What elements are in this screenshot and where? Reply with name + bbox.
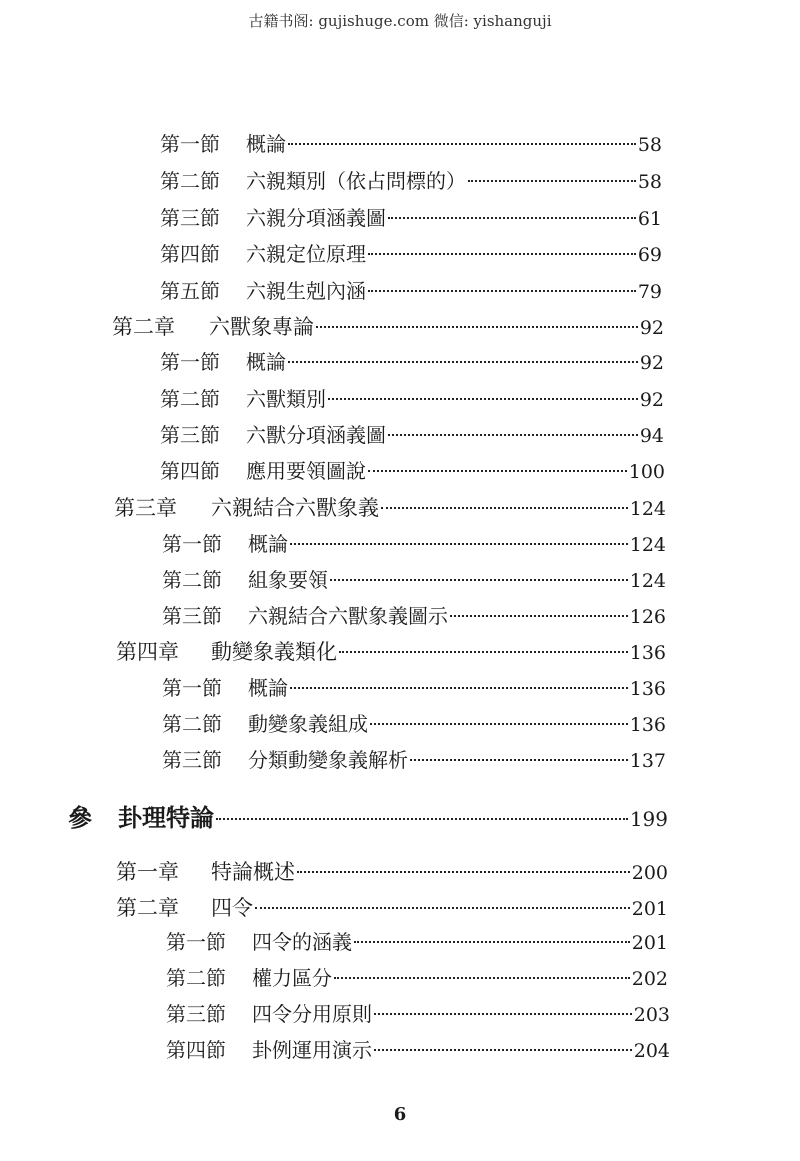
toc-entry[interactable] xyxy=(160,383,664,415)
toc-entry[interactable] xyxy=(166,1034,670,1066)
entry-title: 權力區分 xyxy=(252,966,332,990)
entry-label: 第二節 xyxy=(166,966,226,990)
dot-leader xyxy=(381,507,628,509)
toc-entry[interactable] xyxy=(160,238,662,270)
entry-title: 分類動變象義解析 xyxy=(248,748,408,772)
entry-page: 204 xyxy=(633,1040,670,1062)
entry-page: 58 xyxy=(637,171,662,193)
entry-label: 第三章 xyxy=(114,496,177,520)
dot-leader xyxy=(388,434,638,436)
entry-title: 六獸分項涵義圖 xyxy=(246,423,386,447)
entry-label: 第四節 xyxy=(160,459,220,483)
toc-entry[interactable] xyxy=(166,962,668,994)
entry-label: 參 xyxy=(68,804,92,832)
entry-page: 92 xyxy=(639,352,664,374)
page-number: 6 xyxy=(393,1104,407,1125)
toc-entry[interactable] xyxy=(162,528,666,560)
dot-leader xyxy=(368,470,627,472)
entry-title: 四令 xyxy=(211,896,253,920)
entry-title: 六親類別（依占問標的） xyxy=(246,169,466,193)
entry-title: 六親生剋內涵 xyxy=(246,279,366,303)
entry-page: 124 xyxy=(629,570,666,592)
entry-title: 應用要領圖說 xyxy=(246,459,366,483)
entry-title: 六獸類別 xyxy=(246,387,326,411)
dot-leader xyxy=(290,543,628,545)
entry-label: 第一節 xyxy=(162,676,222,700)
entry-title: 組象要領 xyxy=(248,568,328,592)
toc-entry[interactable] xyxy=(162,744,666,776)
dot-leader xyxy=(288,361,638,363)
entry-label: 第三節 xyxy=(160,206,220,230)
entry-label: 第一節 xyxy=(166,930,226,954)
entry-label: 第四章 xyxy=(116,640,179,664)
entry-title: 四令的涵義 xyxy=(252,930,352,954)
dot-leader xyxy=(374,1013,632,1015)
watermark-text: 古籍书阁: gujishuge.com 微信: yishanguji xyxy=(248,12,552,30)
dot-leader xyxy=(316,326,638,328)
entry-title: 六親定位原理 xyxy=(246,242,366,266)
entry-label: 第二章 xyxy=(112,315,175,339)
toc-chapter-entry[interactable] xyxy=(116,856,668,888)
entry-title: 六獸象專論 xyxy=(209,315,314,339)
toc-chapter-entry[interactable] xyxy=(112,311,664,343)
entry-title: 六親結合六獸象義 xyxy=(211,496,379,520)
entry-label: 第三節 xyxy=(162,748,222,772)
toc-chapter-entry[interactable] xyxy=(114,492,666,524)
toc-entry[interactable] xyxy=(166,926,668,958)
dot-leader xyxy=(216,818,628,820)
entry-page: 100 xyxy=(628,461,665,483)
entry-page: 136 xyxy=(629,714,666,736)
entry-label: 第二節 xyxy=(162,568,222,592)
entry-page: 126 xyxy=(629,606,666,628)
dot-leader xyxy=(328,398,638,400)
entry-page: 137 xyxy=(629,750,666,772)
toc-chapter-entry[interactable] xyxy=(116,636,666,668)
dot-leader xyxy=(374,1049,632,1051)
dot-leader xyxy=(368,290,636,292)
entry-page: 92 xyxy=(639,389,664,411)
entry-title: 動變象義組成 xyxy=(248,712,368,736)
entry-label: 第四節 xyxy=(166,1038,226,1062)
entry-label: 第一章 xyxy=(116,860,179,884)
entry-page: 136 xyxy=(629,642,666,664)
entry-page: 201 xyxy=(631,898,668,920)
entry-label: 第一節 xyxy=(160,350,220,374)
toc-entry[interactable] xyxy=(162,708,666,740)
entry-page: 201 xyxy=(631,932,668,954)
entry-page: 136 xyxy=(629,678,666,700)
dot-leader xyxy=(330,579,628,581)
entry-title: 卦理特論 xyxy=(118,804,214,832)
entry-page: 199 xyxy=(629,807,668,831)
entry-title: 六親結合六獸象義圖示 xyxy=(248,604,448,628)
dot-leader xyxy=(334,977,630,979)
entry-title: 概論 xyxy=(246,132,286,156)
entry-page: 58 xyxy=(637,134,662,156)
entry-label: 第二章 xyxy=(116,896,179,920)
toc-entry[interactable] xyxy=(162,600,666,632)
entry-title: 動變象義類化 xyxy=(211,640,337,664)
entry-page: 94 xyxy=(639,425,664,447)
entry-page: 69 xyxy=(637,244,662,266)
entry-page: 203 xyxy=(633,1004,670,1026)
toc-entry[interactable] xyxy=(160,275,662,307)
dot-leader xyxy=(368,253,636,255)
dot-leader xyxy=(288,143,636,145)
entry-title: 六親分項涵義圖 xyxy=(246,206,386,230)
entry-page: 200 xyxy=(631,862,668,884)
toc-entry[interactable] xyxy=(160,455,665,487)
entry-page: 124 xyxy=(629,534,666,556)
entry-label: 第二節 xyxy=(160,387,220,411)
toc-entry[interactable] xyxy=(160,128,662,160)
entry-label: 第一節 xyxy=(162,532,222,556)
toc-entry[interactable] xyxy=(160,202,662,234)
dot-leader xyxy=(255,907,630,909)
entry-label: 第四節 xyxy=(160,242,220,266)
dot-leader xyxy=(388,217,636,219)
entry-label: 第五節 xyxy=(160,279,220,303)
dot-leader xyxy=(297,871,630,873)
dot-leader xyxy=(339,651,628,653)
entry-page: 92 xyxy=(639,317,664,339)
toc-part-entry[interactable] xyxy=(68,802,668,834)
dot-leader xyxy=(354,941,630,943)
dot-leader xyxy=(290,687,628,689)
entry-label: 第三節 xyxy=(166,1002,226,1026)
entry-label: 第一節 xyxy=(160,132,220,156)
entry-title: 概論 xyxy=(246,350,286,374)
dot-leader xyxy=(450,615,628,617)
entry-page: 124 xyxy=(629,498,666,520)
entry-label: 第三節 xyxy=(162,604,222,628)
entry-label: 第二節 xyxy=(160,169,220,193)
toc-entry[interactable] xyxy=(162,564,666,596)
toc-entry[interactable] xyxy=(160,346,664,378)
toc-chapter-entry[interactable] xyxy=(116,892,668,924)
entry-page: 202 xyxy=(631,968,668,990)
entry-title: 概論 xyxy=(248,532,288,556)
entry-title: 四令分用原則 xyxy=(252,1002,372,1026)
entry-title: 特論概述 xyxy=(211,860,295,884)
toc-entry[interactable] xyxy=(160,165,662,197)
toc-entry[interactable] xyxy=(166,998,670,1030)
entry-title: 概論 xyxy=(248,676,288,700)
dot-leader xyxy=(468,180,636,182)
entry-title: 卦例運用演示 xyxy=(252,1038,372,1062)
entry-label: 第二節 xyxy=(162,712,222,736)
dot-leader xyxy=(370,723,628,725)
toc-entry[interactable] xyxy=(162,672,666,704)
dot-leader xyxy=(410,759,628,761)
entry-page: 79 xyxy=(637,281,662,303)
entry-label: 第三節 xyxy=(160,423,220,447)
entry-page: 61 xyxy=(637,208,662,230)
toc-entry[interactable] xyxy=(160,419,664,451)
